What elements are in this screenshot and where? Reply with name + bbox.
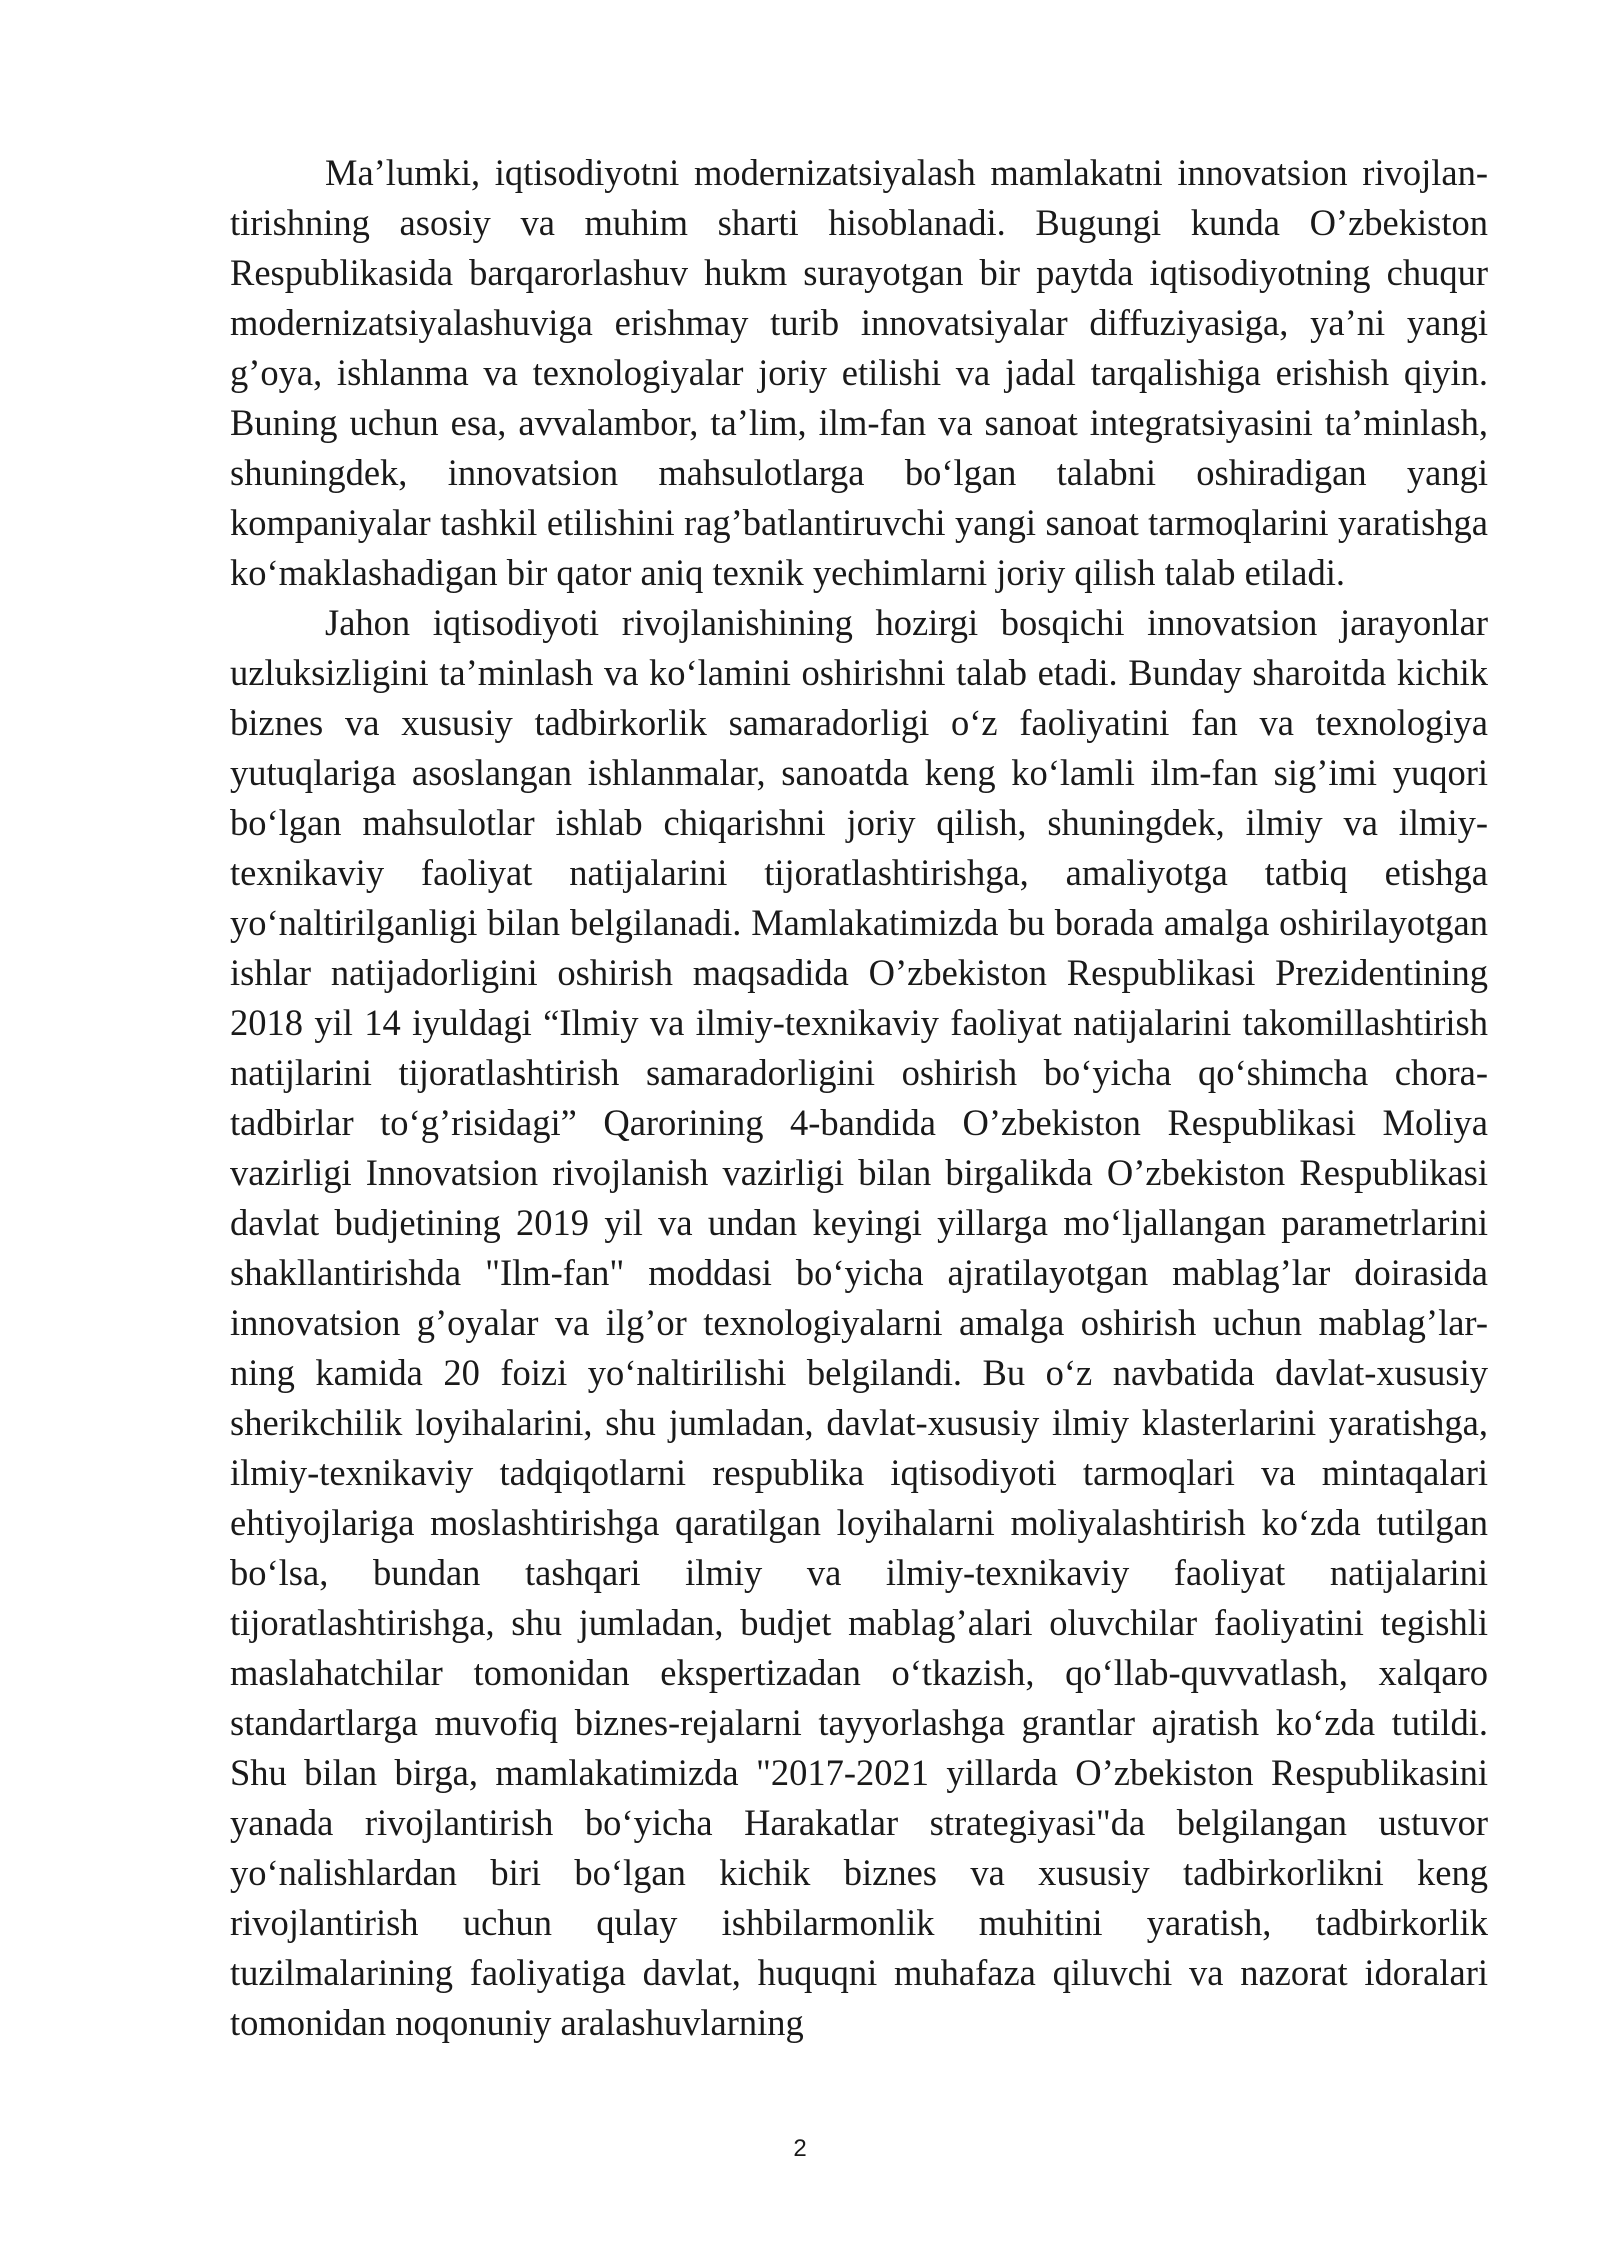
- paragraph-global-economy: Jahon iqtisodiyoti rivojlanishining hozirgi bosqichi innovatsion jarayonlar uzluksizligini ta’minlash va ko‘lamini oshirishni talab etadi. Bunday sharoitda kichik biznes va xususiy tadbirkorlik samaradorligi o‘z faoliyatini fan va texnologiya yutuqlariga asoslangan ishlanmalar, sanoatda keng ko‘lamli ilm-fan sig’imi yuqori bo‘lgan mahsulotlar ishlab chiqarishni joriy qilish, shuningdek, ilmiy va ilmiy-texnikaviy faoliyat natijalarini tijoratlashtirishga, amaliyotga tatbiq etishga yo‘naltirilganligi bilan belgilanadi. Mamlakatimizda bu borada amalga oshirilayotgan ishlar natijadorligini oshirish maqsadida O’zbekiston Respublikasi Prezidentining 2018 yil 14 iyuldagi “Ilmiy va ilmiy-texnikaviy faoliyat natijalarini takomillashtirish natijlarini tijoratlashtirish samaradorligini oshirish bo‘yicha qo‘shimcha chora-tadbirlar to‘g’risidagi” Qarorining 4-bandida O’zbekiston Respublikasi Moliya vazirligi Innovatsion rivojlanish vazirligi bilan birgalikda O’zbekiston Respublikasi davlat budjetining 2019 yil va undan keyingi yillarga mo‘ljallangan parametrlarini shakllantirishda "Ilm-fan" moddasi bo‘yicha ajratilayotgan mablag’lar doirasida innovatsion g’oyalar va ilg’or texnologiyalarni amalga oshirish uchun mablag’lar-ning kamida 20 foizi yo‘naltirilishi belgilandi. Bu o‘z navbatida davlat-xususiy sherikchilik loyihalarini, shu jumladan, davlat-xususiy ilmiy klasterlarini yaratishga, ilmiy-texnikaviy tadqiqotlarni respublika iqtisodiyoti tarmoqlari va mintaqalari ehtiyojlariga moslashtirishga qaratilgan loyihalarni moliyalashtirish ko‘zda tutilgan bo‘lsa, bundan tashqari ilmiy va ilmiy-texnikaviy faoliyat natijalarini tijoratlashtirishga, shu jumladan, budjet mablag’alari oluvchilar faoliyatini tegishli maslahatchilar tomonidan ekspertizadan o‘tkazish, qo‘llab-quvvatlash, xalqaro standartlarga muvofiq biznes-rejalarni tayyorlashga grantlar ajratish ko‘zda tutildi. Shu bilan birga, mamlakatimizda "2017-2021 yillarda O’zbekiston Respublikasini yanada rivojlantirish bo‘yicha Harakatlar strategiyasi"da belgilangan ustuvor yo‘nalishlardan biri bo‘lgan kichik biznes va xususiy tadbirkorlikni keng rivojlantirish uchun qulay ishbilarmonlik muhitini yaratish, tadbirkorlik tuzilmalarining faoliyatiga davlat, huquqni muhafaza qiluvchi va nazorat idoralari tomonidan noqonuniy aralashuvlarning: [230, 602, 1488, 2043]
- paragraph-modernization: Ma’lumki, iqtisodiyotni modernizatsiyalash mamlakatni innovatsion rivojlan-tirishning asosiy va muhim sharti hisoblanadi. Bugungi kunda O’zbekiston Respublikasida barqarorlashuv hukm surayotgan bir paytda iqtisodiyotning chuqur modernizatsiyalashuviga erishmay turib innovatsiyalar diffuziyasiga, ya’ni yangi g’oya, ishlanma va texnologiyalar joriy etilishi va jadal tarqalishiga erishish qiyin. Buning uchun esa, avvalambor, ta’lim, ilm-fan va sanoat integratsiyasini ta’minlash, shuningdek, innovatsion mahsulotlarga bo‘lgan talabni oshiradigan yangi kompaniyalar tashkil etilishini rag’batlantiruvchi yangi sanoat tarmoqlarini yaratishga ko‘maklashadigan bir qator aniq texnik yechimlarni joriy qilish talab etiladi.: [230, 152, 1488, 593]
- body-text: [230, 148, 1488, 2048]
- page-number: 2: [793, 2135, 807, 2162]
